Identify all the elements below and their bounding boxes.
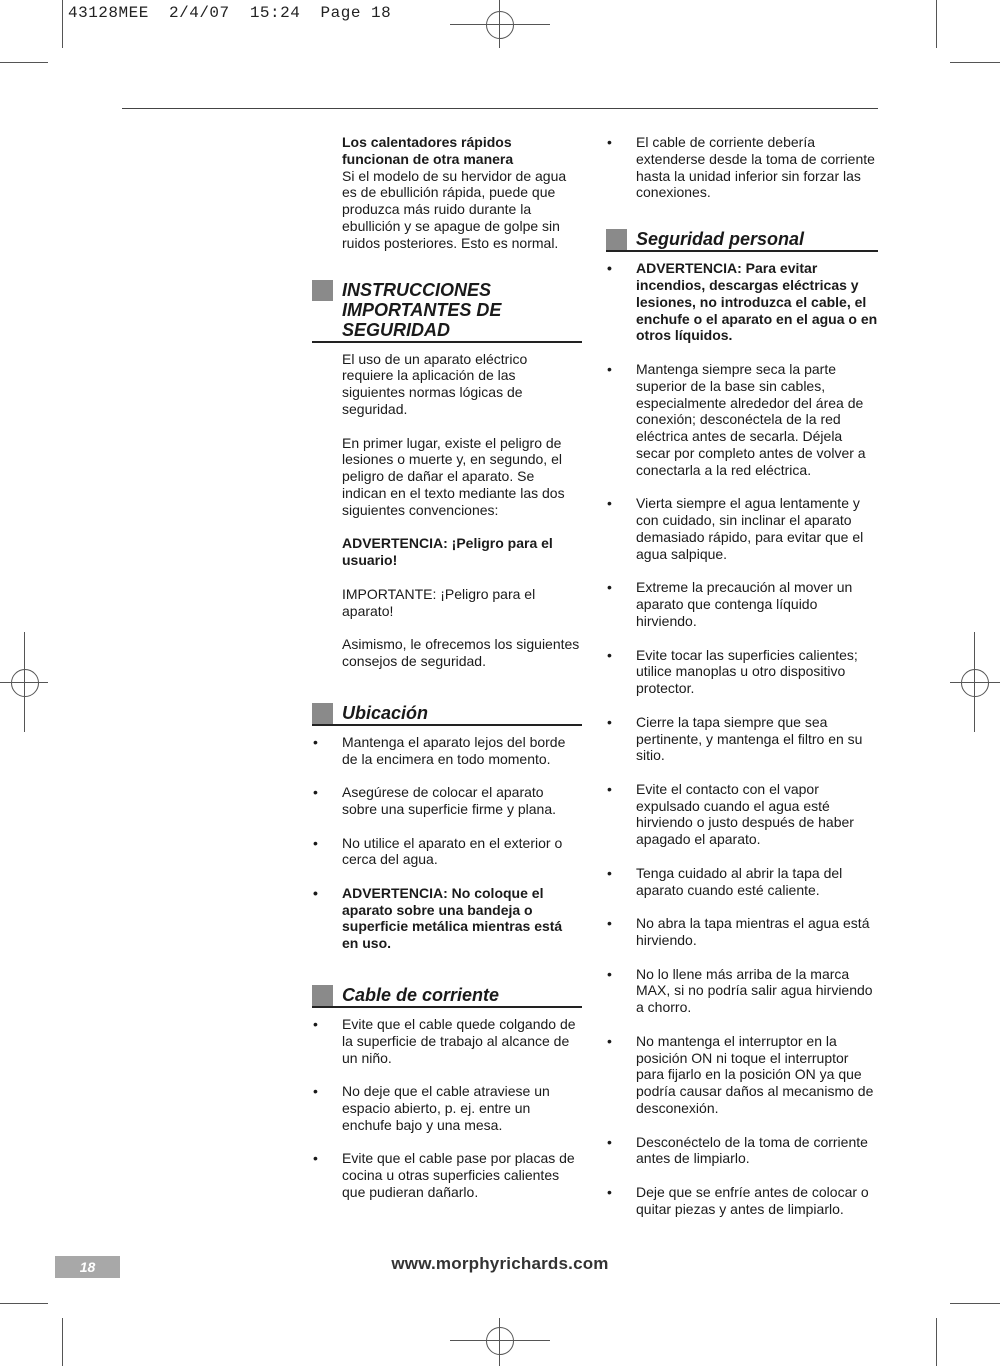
intro-heading: Los calentadores rápidos funcionan de otra manera — [342, 134, 514, 167]
website-link[interactable]: www.morphyrichards.com — [391, 1254, 609, 1273]
important-convention: IMPORTANTE: ¡Peligro para el aparato! — [342, 585, 536, 619]
section-heading-power-cable: Cable de corriente — [312, 985, 582, 1008]
header-rule — [122, 108, 878, 109]
right-column — [606, 134, 878, 1234]
list-item: • Tenga cuidado al abrir la tapa del aparato cuando esté caliente. — [606, 865, 878, 899]
crop-mark-bottom-right-v — [936, 1318, 937, 1366]
list-item: • Extreme la precaución al mover un aparato que contenga líquido hirviendo. — [606, 579, 878, 629]
safety-para-1: El uso de un aparato eléctrico requiere la aplicación de las siguientes normas lógicas de seguridad. — [342, 350, 528, 417]
list-item: • Mantenga siempre seca la parte superior de la base sin cables, especialmente alrededor del área de conexión; desconéctela de la red eléctrica antes de secarla. Déjela secar por completo antes de volver a conectarla a la red eléctrica. — [606, 361, 878, 479]
safety-para-2: En primer lugar, existe el peligro de lesiones o muerte y, en segundo, el peligro de dañar el aparato. Se indican en el texto mediante las dos siguientes convenciones: — [342, 434, 565, 518]
crop-mark-bottom-right-h — [950, 1303, 1000, 1304]
section-heading-personal-safety: Seguridad personal — [606, 229, 878, 252]
crop-mark-top-left-h — [0, 62, 48, 63]
section-heading-location: Ubicación — [312, 703, 582, 726]
crop-mark-top-left-v — [62, 0, 63, 48]
list-item: • Deje que se enfríe antes de colocar o quitar piezas y antes de limpiarlo. — [606, 1184, 878, 1218]
crop-mark-bottom-left-h — [0, 1303, 48, 1304]
list-item: • No deje que el cable atraviese un espacio abierto, p. ej. entre un enchufe bajo y una mesa. — [312, 1083, 582, 1133]
cable-list — [312, 1016, 582, 1201]
page-number-badge: 18 — [55, 1256, 120, 1278]
crop-mark-top-right-v — [936, 0, 937, 48]
intro-text: Si el modelo de su hervidor de agua es de ebullición rápida, puede que produzca más ruido durante la ebullición y se apague de golpe sin ruidos posteriores. Esto es normal. — [342, 167, 567, 251]
list-item-warning: • ADVERTENCIA: Para evitar incendios, descargas eléctricas y lesiones, no introduzca el cable, el enchufe o el aparato en el agua o en otros líquidos. — [606, 260, 878, 344]
crop-mark-bottom-left-v — [62, 1318, 63, 1366]
list-item: • Cierre la tapa siempre que sea pertinente, y mantenga el filtro en su sitio. — [606, 714, 878, 764]
list-item: • Evite que el cable quede colgando de la superficie de trabajo al alcance de un niño. — [312, 1016, 582, 1066]
list-item: • Evite que el cable pase por placas de cocina u otras superficies calientes que pudieran dañarlo. — [312, 1150, 582, 1200]
warning-convention: ADVERTENCIA: ¡Peligro para el usuario! — [342, 535, 553, 569]
list-item: • Asegúrese de colocar el aparato sobre una superficie firme y plana. — [312, 784, 582, 818]
section-marker — [312, 703, 333, 724]
left-column — [312, 134, 582, 1218]
list-item: • No lo llene más arriba de la marca MAX, si no podría salir agua hirviendo a chorro. — [606, 966, 878, 1016]
printer-slug: 43128MEE 2/4/07 15:24 Page 18 — [68, 4, 392, 22]
intro-block — [342, 134, 582, 252]
list-item: • Evite tocar las superficies calientes; utilice manoplas u otro dispositivo protector. — [606, 647, 878, 697]
list-item: • Desconéctelo de la toma de corriente antes de limpiarlo. — [606, 1134, 878, 1168]
list-item: • El cable de corriente debería extenderse desde la toma de corriente hasta la unidad inferior sin forzar las conexiones. — [606, 134, 878, 201]
safety-para-3: Asimismo, le ofrecemos los siguientes consejos de seguridad. — [342, 636, 580, 669]
list-item: • No mantenga el interruptor en la posición ON ni toque el interruptor para fijarlo en la posición ON ya que podría causar daños al mecanismo de desconexión. — [606, 1033, 878, 1117]
section-marker — [606, 229, 627, 250]
section-heading-safety-instructions: INSTRUCCIONES IMPORTANTES DE SEGURIDAD — [312, 280, 582, 343]
location-list — [312, 734, 582, 952]
list-item-warning: • ADVERTENCIA: No coloque el aparato sobre una bandeja o superficie metálica mientras está en uso. — [312, 885, 582, 952]
list-item: • Evite el contacto con el vapor expulsado cuando el agua esté hirviendo o justo después de haber apagado el aparato. — [606, 781, 878, 848]
personal-safety-list — [606, 260, 878, 1217]
section-marker — [312, 280, 333, 301]
crop-mark-top-right-h — [950, 62, 1000, 63]
list-item: • Vierta siempre el agua lentamente y con cuidado, sin inclinar el aparato demasiado rápido, para evitar que el agua salpique. — [606, 495, 878, 562]
list-item: • No utilice el aparato en el exterior o cerca del agua. — [312, 835, 582, 869]
list-item: • Mantenga el aparato lejos del borde de la encimera en todo momento. — [312, 734, 582, 768]
section-marker — [312, 985, 333, 1006]
list-item: • No abra la tapa mientras el agua está hirviendo. — [606, 915, 878, 949]
cable-list-continued — [606, 134, 878, 201]
